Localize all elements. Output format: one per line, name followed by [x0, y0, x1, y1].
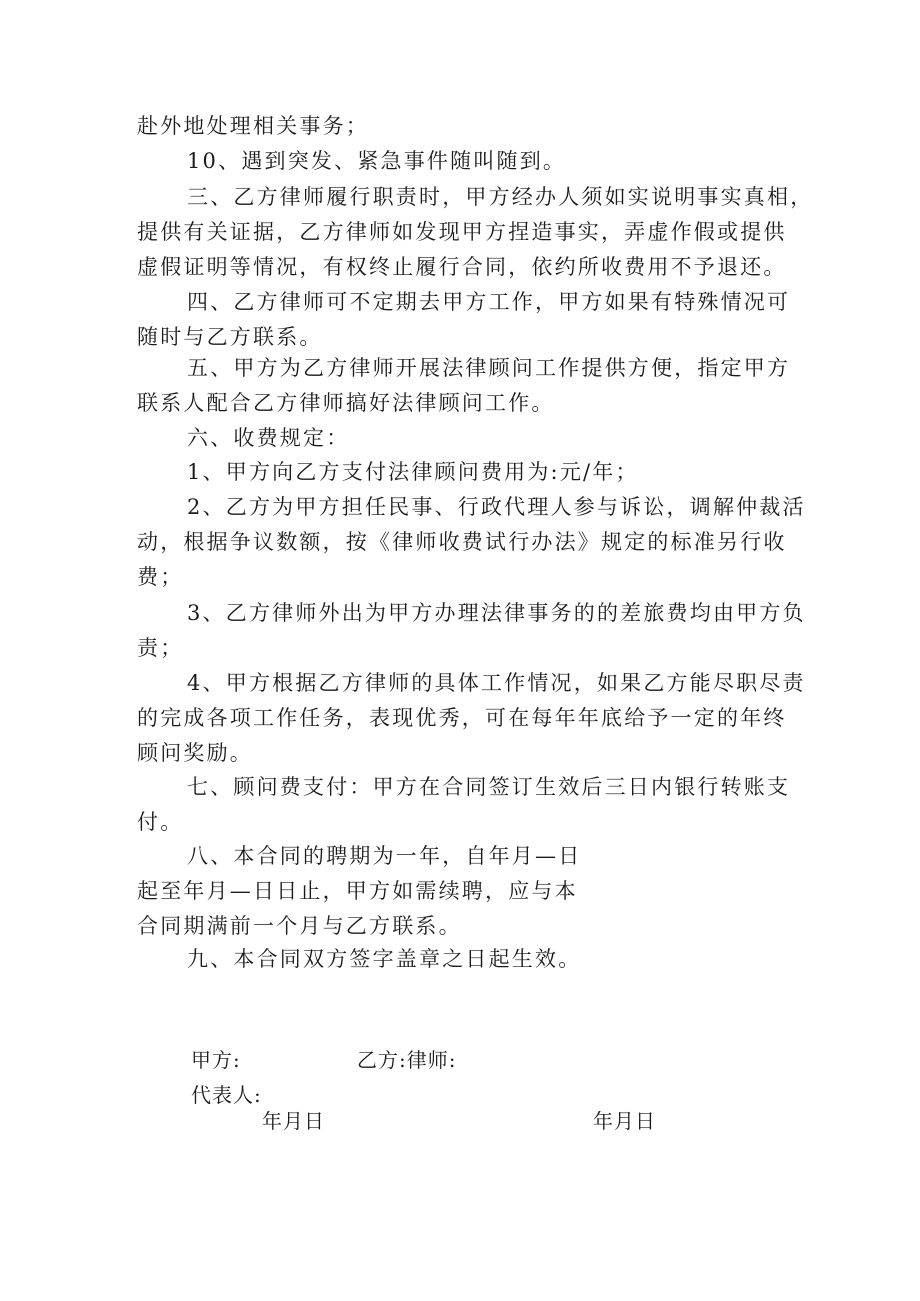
text-line: 七、顾问费支付：甲方在合同签订生效后三日内银行转账支 [187, 775, 791, 799]
text-line: 提供有关证据，乙方律师如发现甲方捏造事实，弄虚作假或提供 [137, 220, 787, 244]
text-line: 虚假证明等情况，有权终止履行合同，依约所收费用不予退还。 [137, 255, 787, 279]
text-line: 九、本合同双方签字盖章之日起生效。 [187, 947, 582, 971]
text-line: 合同期满前一个月与乙方联系。 [137, 914, 462, 938]
text-line: 10、遇到突发、紧急事件随叫随到。 [187, 149, 567, 173]
party-b-date: 年月日 [593, 1109, 656, 1133]
representative-label: 代表人: [191, 1083, 262, 1107]
text-line: 责； [137, 636, 184, 660]
text-line: 六、收费规定： [187, 426, 350, 450]
text-line: 动，根据争议数额，按《律师收费试行办法》规定的标准另行收 [137, 530, 787, 554]
text-line: 起至年月—日日止，甲方如需续聘，应与本 [137, 879, 578, 903]
text-line: 的完成各项工作任务，表现优秀，可在每年年底给予一定的年终 [137, 706, 787, 730]
text-line: 1、甲方向乙方支付法律顾问费用为:元/年； [187, 460, 639, 484]
text-line: 五、甲方为乙方律师开展法律顾问工作提供方便，指定甲方 [187, 356, 791, 380]
text-line: 3、乙方律师外出为甲方办理法律事务的的差旅费均由甲方负 [187, 601, 806, 625]
text-line: 2、乙方为甲方担任民事、行政代理人参与诉讼，调解仲裁活 [187, 495, 806, 519]
text-line: 顾问奖励。 [137, 741, 253, 765]
party-a-date: 年月日 [262, 1109, 325, 1133]
text-line: 联系人配合乙方律师搞好法律顾问工作。 [137, 391, 555, 415]
text-line: 费； [137, 565, 184, 589]
text-line: 随时与乙方联系。 [137, 325, 323, 349]
party-b-label: 乙方:律师: [357, 1048, 457, 1072]
text-line: 赴外地处理相关事务； [137, 114, 369, 138]
text-line: 4、甲方根据乙方律师的具体工作情况，如果乙方能尽职尽责 [187, 671, 806, 695]
party-a-label: 甲方: [191, 1048, 241, 1072]
text-line: 三、乙方律师履行职责时，甲方经办人须如实说明事实真相， [187, 185, 814, 209]
text-line: 八、本合同的聘期为一年，自年月—日 [187, 844, 582, 868]
text-line: 付。 [137, 810, 184, 834]
text-line: 四、乙方律师可不定期去甲方工作，甲方如果有特殊情况可 [187, 290, 791, 314]
